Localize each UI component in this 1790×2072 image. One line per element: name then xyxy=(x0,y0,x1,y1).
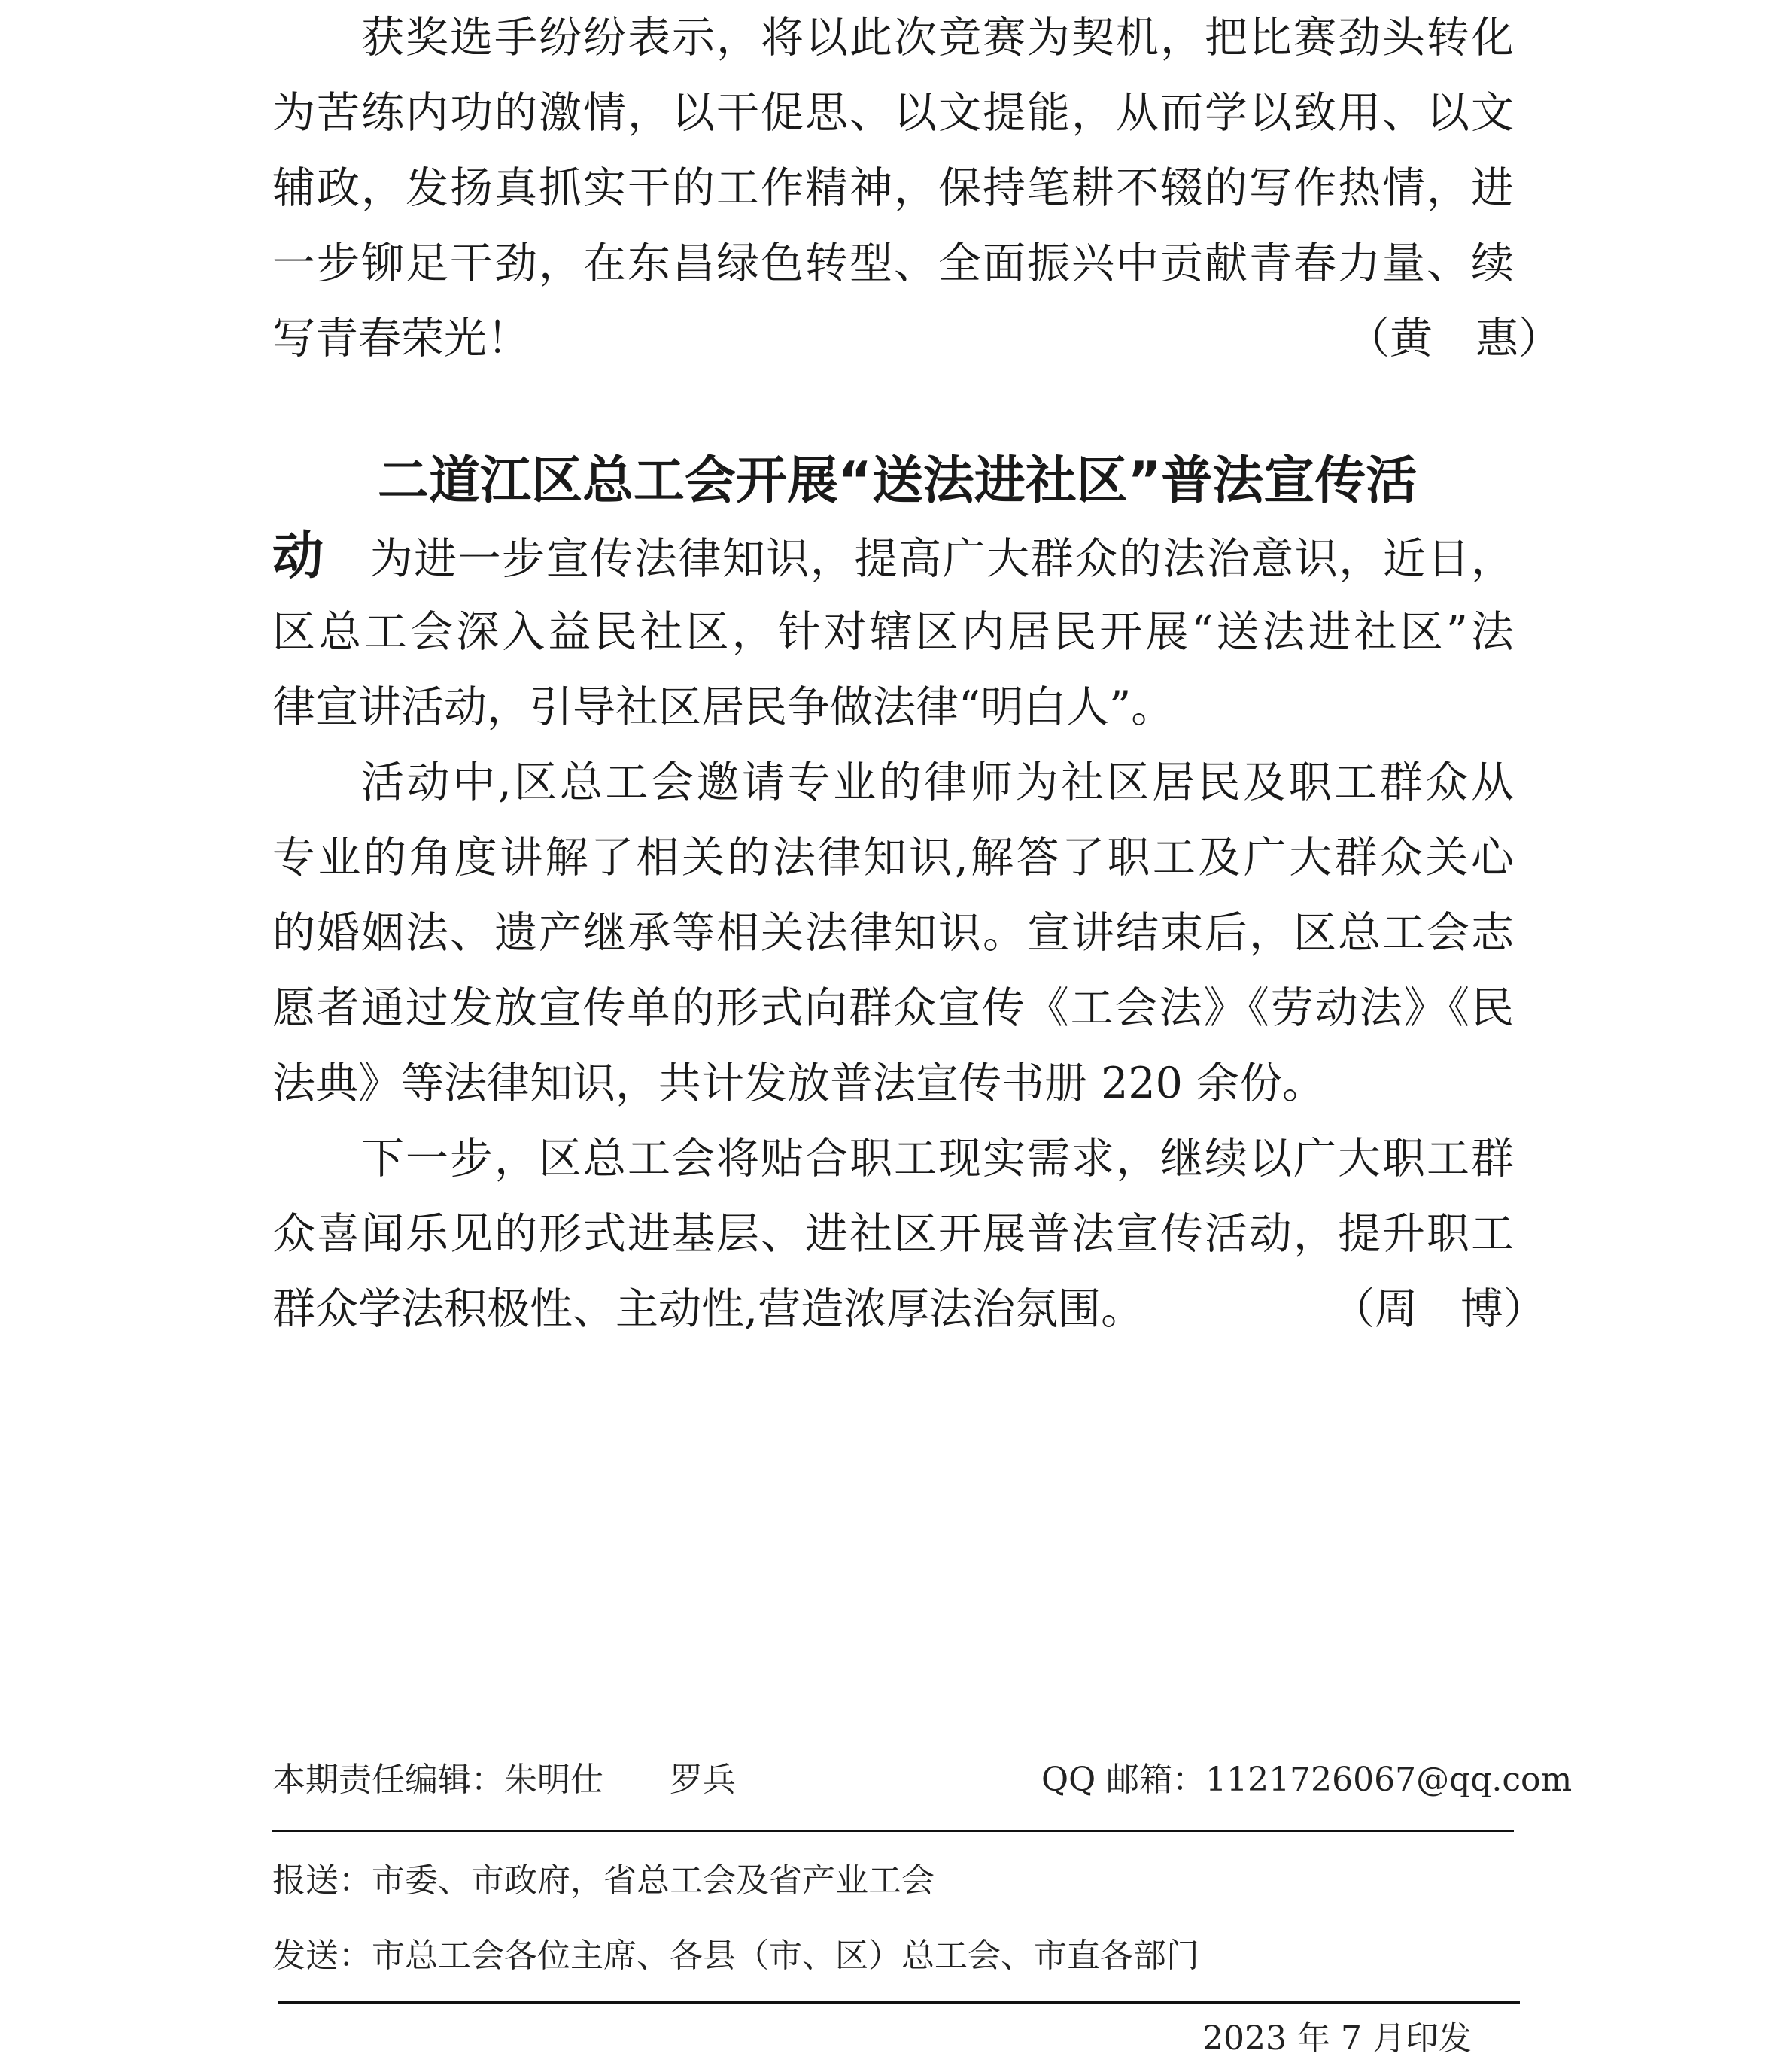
article2-para3-line-2: 众喜闻乐见的形式进基层、进社区开展普法宣传活动，提升职工 xyxy=(272,1209,1514,1259)
article2-para3-line-1: 下一步，区总工会将贴合职工现实需求，继续以广大职工群 xyxy=(361,1134,1514,1183)
article2-para2-line-4: 愿者通过发放宣传单的形式向群众宣传《工会法》《劳动法》《民 xyxy=(272,983,1514,1033)
article2-para2-line-2: 专业的角度讲解了相关的法律知识,解答了职工及广大群众关心 xyxy=(272,833,1514,883)
issue-date: 2023 年 7 月印发 xyxy=(1202,2019,1472,2058)
article1-line-5: 写青春荣光！ xyxy=(272,314,530,363)
article2-para1-line-3: 律宣讲活动，引导社区居民争做法律“明白人”。 xyxy=(272,682,1175,732)
contact-email: QQ 邮箱：1121726067@qq.com xyxy=(1041,1761,1573,1799)
article1-line-3: 辅政，发扬真抓实干的工作精神，保持笔耕不辍的写作热情，进 xyxy=(272,163,1514,213)
article2-title-continuation: 动 xyxy=(272,527,325,586)
article2-para1-line-1 xyxy=(272,519,1514,597)
footer-divider-top xyxy=(272,1830,1514,1832)
article1-line-1: 获奖选手纷纷表示，将以此次竞赛为契机，把比赛劲头转化 xyxy=(361,13,1514,62)
article2-para2-line-1: 活动中,区总工会邀请专业的律师为社区居民及职工群众从 xyxy=(361,758,1514,807)
article1-line-2: 为苦练内功的激情，以干促思、以文提能，从而学以致用、以文 xyxy=(272,88,1514,138)
article2-para1-line-2: 区总工会深入益民社区，针对辖区内居民开展“送法进社区”法 xyxy=(272,607,1514,657)
article2-para1-first-line: 为进一步宣传法律知识，提高广大群众的法治意识，近日， xyxy=(369,534,1514,584)
article2-title: 二道江区总工会开展“送法进社区”普法宣传活 xyxy=(378,451,1418,511)
article2-para3-line-3: 群众学法积极性、主动性,营造浓厚法治氛围。 xyxy=(272,1284,1144,1334)
article2-para2-line-3: 的婚姻法、遗产继承等相关法律知识。宣讲结束后，区总工会志 xyxy=(272,908,1514,958)
footer-divider-bottom xyxy=(278,2001,1520,2004)
article2-author: （周 博） xyxy=(1332,1284,1546,1334)
article2-para2-line-5: 法典》等法律知识，共计发放普法宣传书册 220 余份。 xyxy=(272,1059,1326,1108)
article1-author: （黄 惠） xyxy=(1347,314,1561,363)
editors-credit: 本期责任编辑：朱明仕 罗兵 xyxy=(272,1761,736,1799)
report-to: 报送：市委、市政府，省总工会及省产业工会 xyxy=(272,1861,935,1900)
send-to: 发送：市总工会各位主席、各县（市、区）总工会、市直各部门 xyxy=(272,1937,1199,1975)
article1-line-4: 一步铆足干劲，在东昌绿色转型、全面振兴中贡献青春力量、续 xyxy=(272,238,1514,288)
